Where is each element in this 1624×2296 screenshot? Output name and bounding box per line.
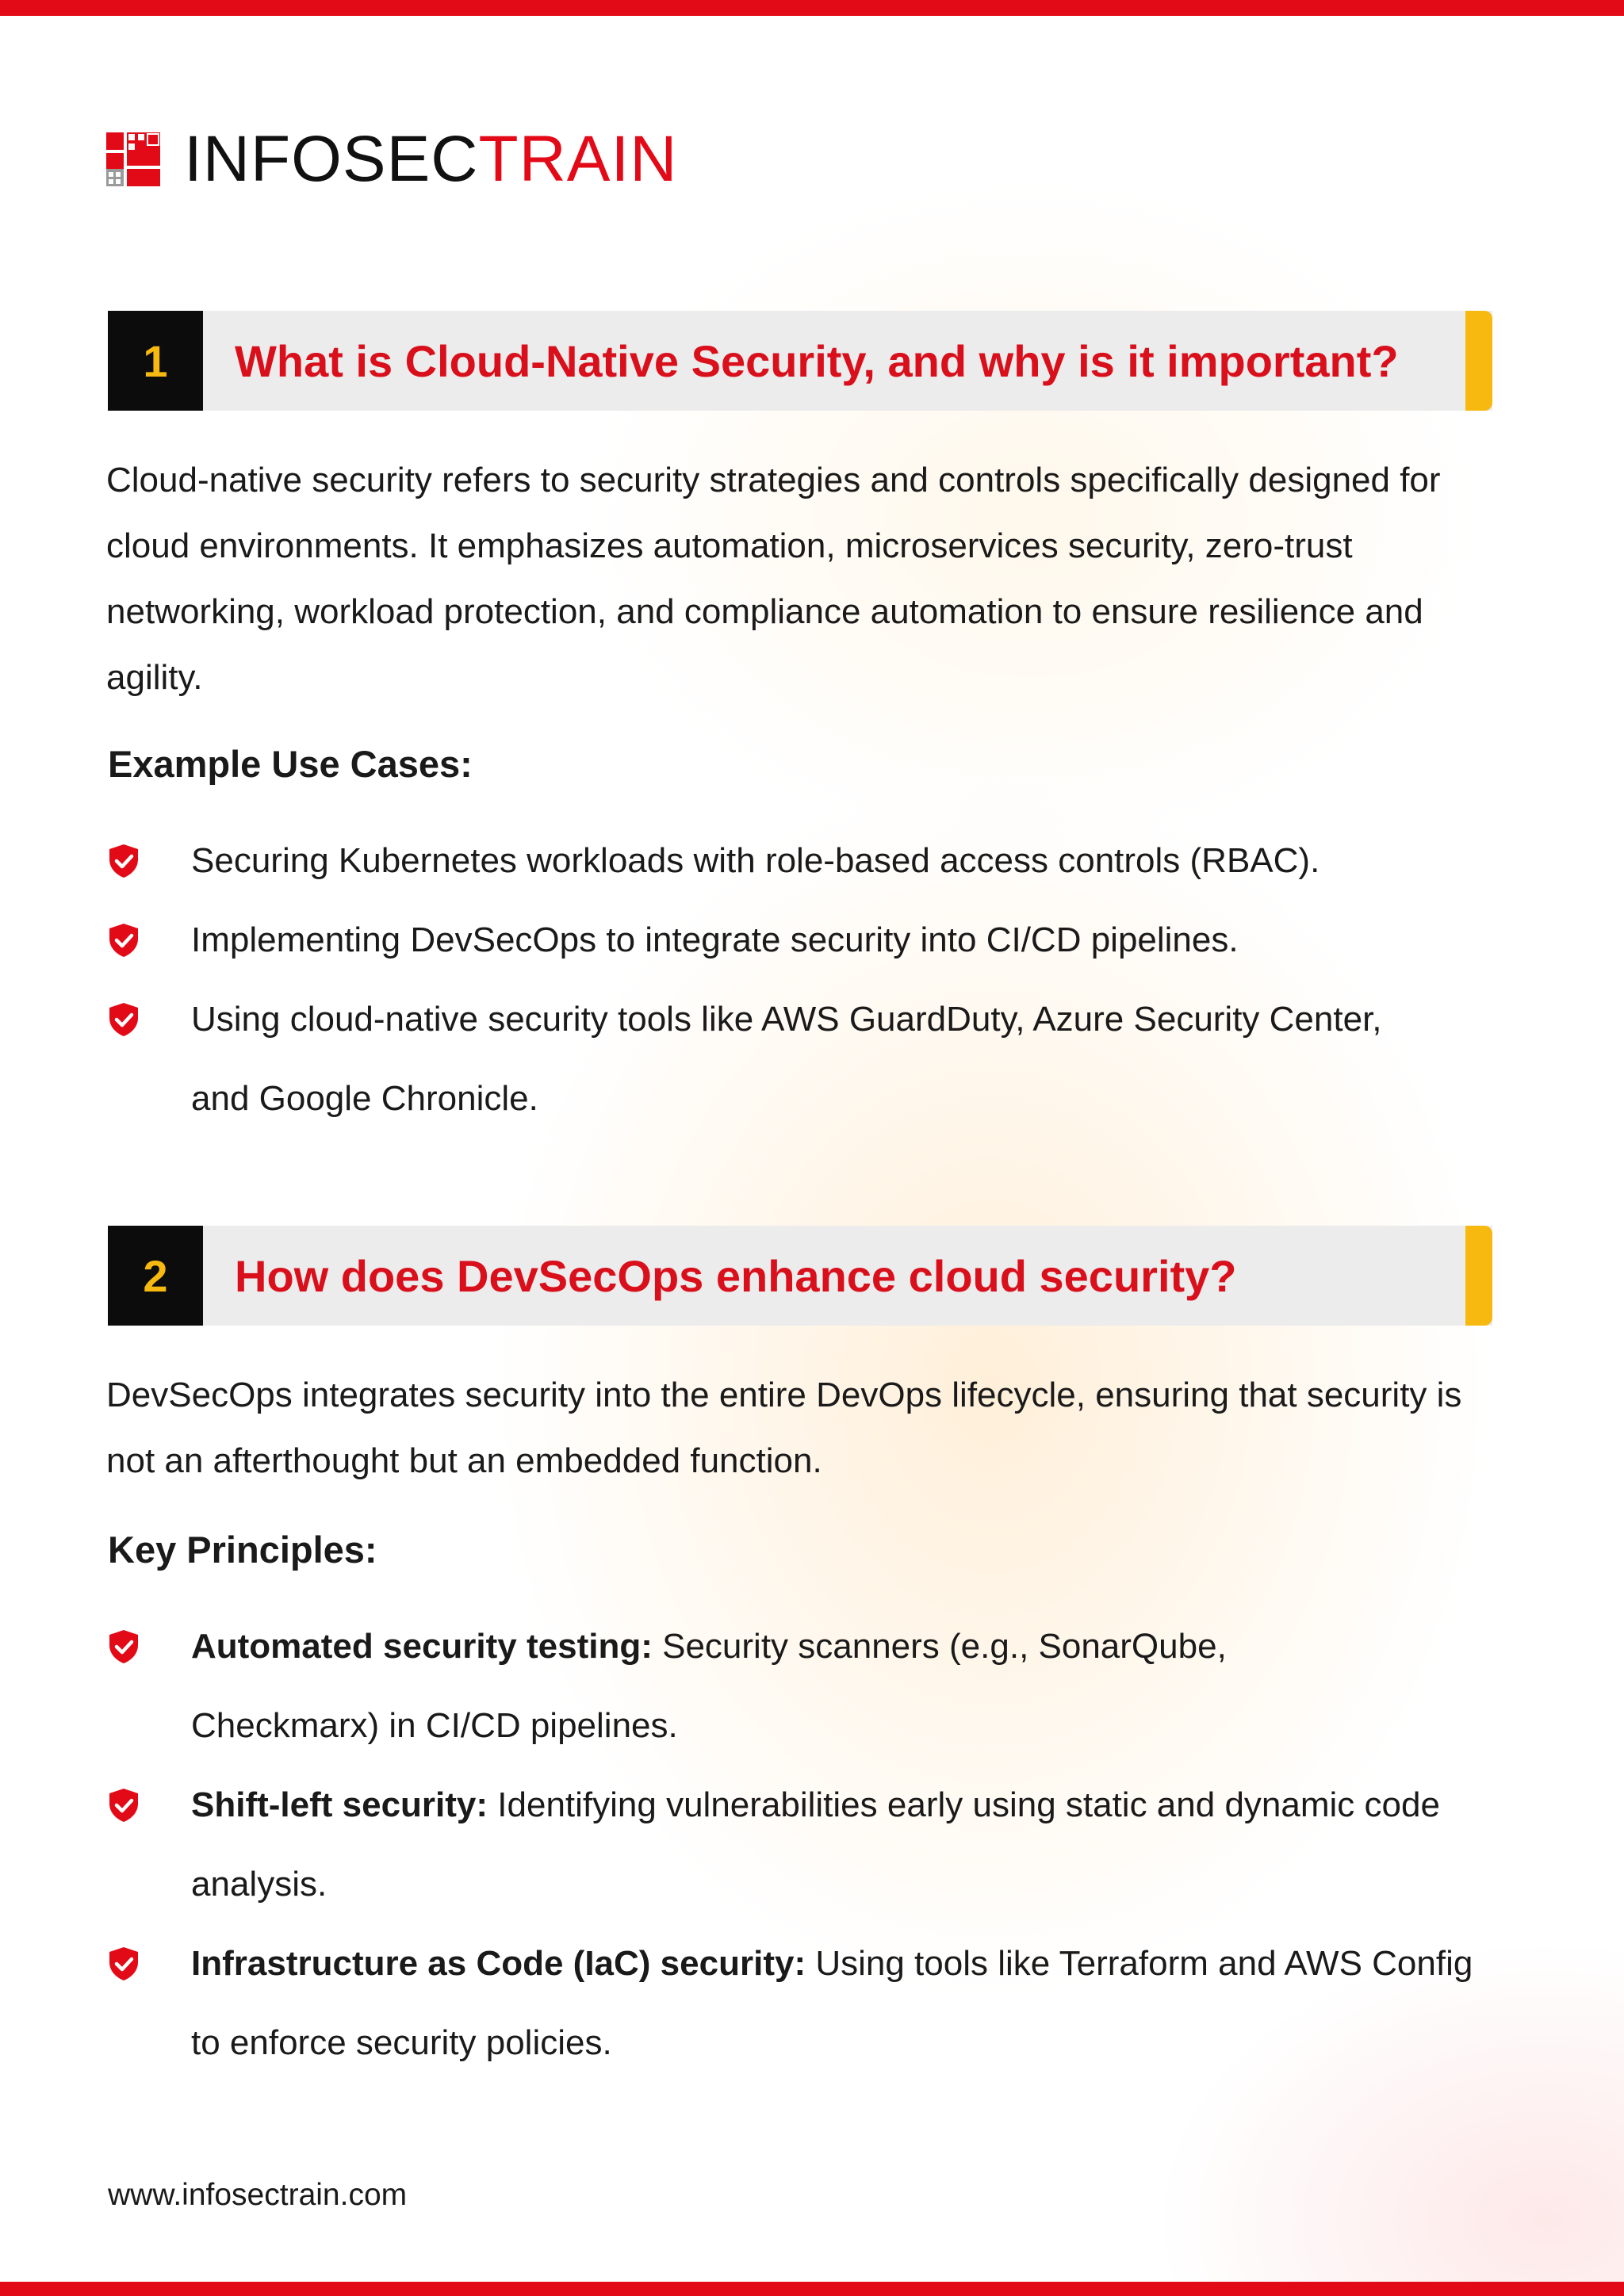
section-1-accent (1465, 311, 1492, 411)
list-item-text: Identifying vulnerabilities early using static and dynamic code analysis. (191, 1785, 1440, 1904)
shield-check-icon (108, 923, 140, 958)
section-2-title: How does DevSecOps enhance cloud security? (235, 1250, 1237, 1301)
infosectrain-logo-icon (106, 132, 160, 186)
section-1-header (108, 311, 1492, 411)
brand-name-part2: TRAIN (478, 123, 678, 195)
section-2-body: DevSecOps integrates security into the entire DevOps lifecycle, ensuring that security is not an afterthought but an embedded function. (106, 1376, 1462, 1480)
list-item-label: Shift-left security: (191, 1785, 488, 1824)
section-2-accent (1465, 1226, 1492, 1326)
list-item-text: Using cloud-native security tools like AWS GuardDuty, Azure Security Center, and Google Chronicle. (191, 1000, 1382, 1118)
list-item (108, 1924, 1503, 2083)
section-1-body: Cloud-native security refers to security strategies and controls specifically designed for cloud environments. It emphasizes automation, microservices security, zero-trust networking, workload protection, and compliance automation to ensure resilience and agility. (106, 461, 1441, 697)
list-item-text: Securing Kubernetes workloads with role-based access controls (RBAC). (191, 841, 1320, 880)
shield-check-icon (108, 844, 140, 878)
list-item-label: Infrastructure as Code (IaC) security: (191, 1944, 806, 1983)
shield-check-icon (108, 1629, 140, 1664)
section-2-list (108, 1607, 1503, 2083)
shield-check-icon (108, 1946, 140, 1981)
brand-wordmark (184, 123, 678, 195)
list-item-text: Security scanners (e.g., SonarQube, Checkmarx) in CI/CD pipelines. (191, 1627, 1227, 1745)
section-2-subheading: Key Principles: (108, 1529, 377, 1571)
top-accent-bar (0, 0, 1624, 16)
shield-check-icon (108, 1002, 140, 1037)
list-item (108, 821, 1503, 901)
footer-website-link[interactable]: www.infosectrain.com (108, 2178, 408, 2212)
section-1-subheading: Example Use Cases: (108, 743, 473, 785)
section-1-title-box (203, 311, 1492, 411)
brand-name-part1: INFOSEC (184, 123, 479, 195)
shield-check-icon (108, 1788, 140, 1823)
section-2-title-box (203, 1226, 1492, 1326)
list-item-text: Using tools like Terraform and AWS Config to enforce security policies. (191, 1944, 1473, 2062)
list-item-text: Implementing DevSecOps to integrate security into CI/CD pipelines. (191, 920, 1239, 959)
brand-logo (106, 123, 678, 195)
section-1-list (108, 821, 1503, 1138)
list-item (108, 980, 1503, 1138)
section-1-title: What is Cloud-Native Security, and why is it important? (235, 335, 1399, 386)
list-item (108, 1766, 1503, 1924)
bottom-accent-bar (0, 2282, 1624, 2296)
list-item-label: Automated security testing: (191, 1627, 653, 1666)
section-1-number: 1 (108, 311, 203, 411)
list-item (108, 901, 1503, 980)
section-2-header (108, 1226, 1492, 1326)
list-item (108, 1607, 1503, 1766)
section-2-number: 2 (108, 1226, 203, 1326)
